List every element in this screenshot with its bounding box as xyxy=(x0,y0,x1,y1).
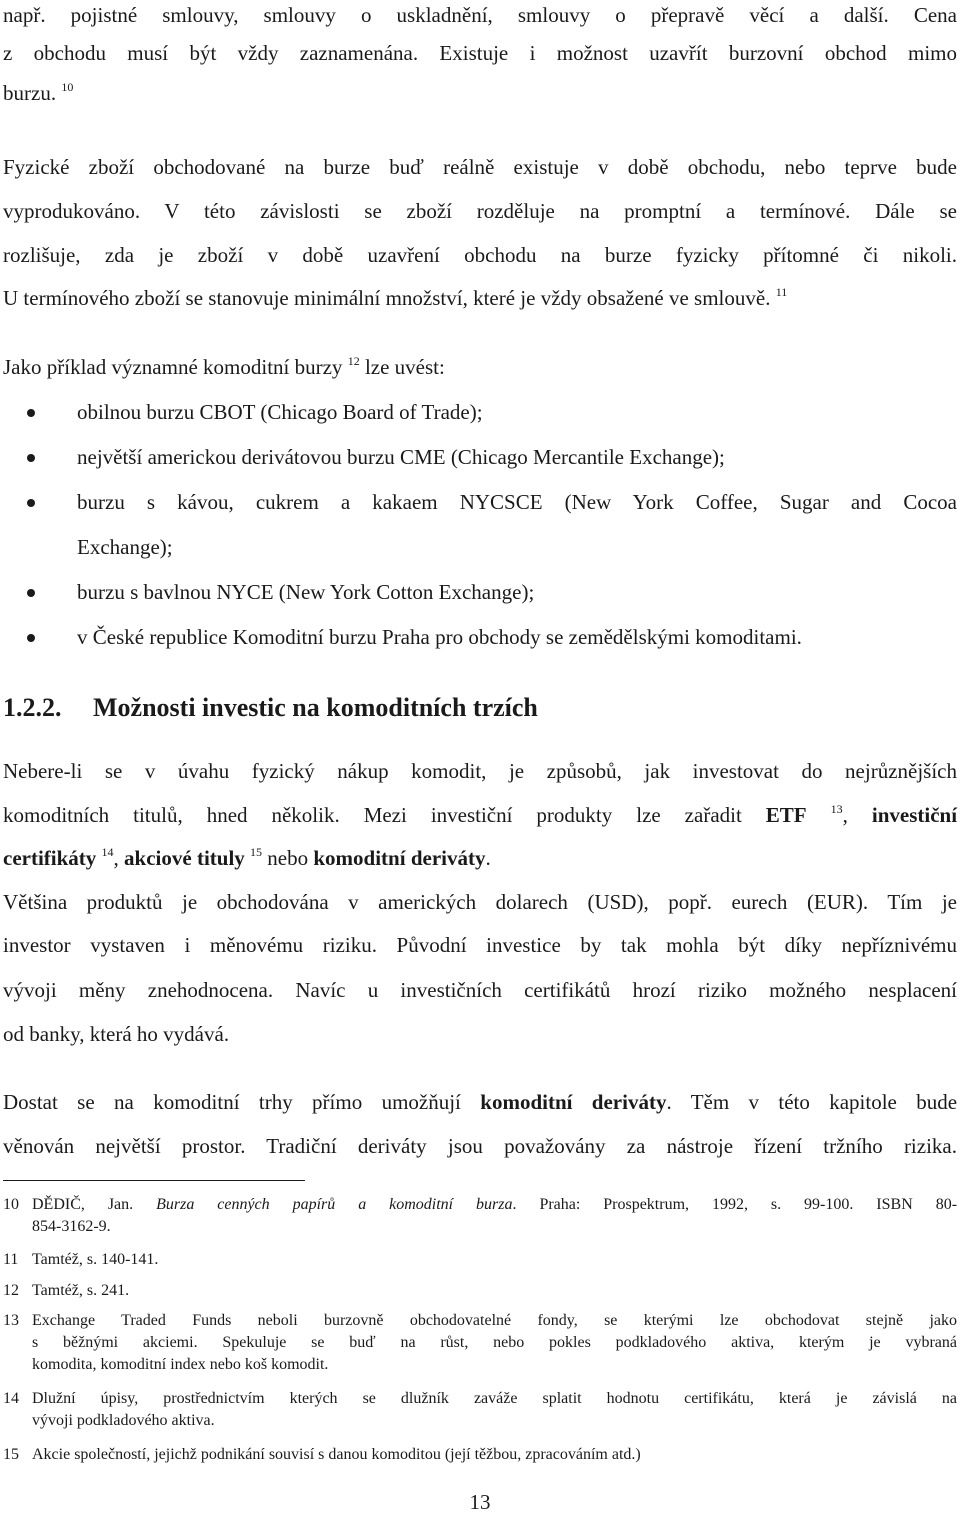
p5-line-1: Většina produktů je obchodována v amerických dolarech (USD), popř. eurech (EUR). Tím je xyxy=(3,890,957,914)
p2-line-3: rozlišuje, zda je zboží v době uzavření obchodu na burze fyzicky přítomné či nikoli. xyxy=(3,243,957,267)
section-number: 1.2.2. xyxy=(3,693,62,722)
footnote-11: 11 Tamtéž, s. 140-141. xyxy=(3,1251,159,1268)
p2-line-2: vyprodukováno. V této závislosti se zboží rozděluje na promptní a termínové. Dále se xyxy=(3,199,957,223)
p6-line-2: věnován největší prostor. Tradiční deriváty jsou považovány za nástroje řízení tržního rizika. xyxy=(3,1134,957,1158)
footnote-14: 14 Dlužní úpisy, prostřednictvím kterých se dlužník zaváže splatit hodnotu certifikátu, která je závislá na vývoji podkladového aktiva. xyxy=(3,1390,957,1429)
p1-line-1: např. pojistné smlouvy, smlouvy o uskladnění, smlouvy o přepravě věcí a další. Cena xyxy=(3,3,957,27)
bullet-dot xyxy=(27,409,35,417)
p4-line-1: Nebere-li se v úvahu fyzický nákup komodit, je způsobů, jak investovat do nejrůznějších xyxy=(3,759,957,783)
bullet-dot xyxy=(27,634,35,642)
section-title: Možnosti investic na komoditních trzích xyxy=(93,693,538,722)
footnote-13: 13 Exchange Traded Funds neboli burzovně obchodovatelné fondy, se kterými lze obchodovat stejně jako s běžnými akciemi. Spekuluje se buď na růst, nebo pokles podkladového aktiva, kterým je vybraná komodita, komoditní index nebo koš komodit. xyxy=(3,1312,957,1373)
bullet-dot xyxy=(27,589,35,597)
list-item-nyce: burzu s bavlnou NYCE (New York Cotton Exchange); xyxy=(77,580,535,604)
footnote-ref: 12 xyxy=(347,354,360,368)
p1-line-3: burzu. $^{10}$ xyxy=(3,80,74,105)
footnote-10: 10 DĚDIČ, Jan. Burza cenných papírů a komoditní burza. Praha: Prospektrum, 1992, s. 99-100. ISBN 80- 854-3162-9. xyxy=(3,1196,958,1235)
footnote-ref: 11 xyxy=(775,285,788,299)
section-heading xyxy=(3,693,538,723)
footnote-ref: 10 xyxy=(61,80,74,94)
list-item-nycsce-cont: Exchange); xyxy=(77,535,173,559)
p3-line: Jako příklad významné komoditní burzy $^{12}$ lze uvést: xyxy=(3,354,445,379)
p4-line-3: certifikáty $^{14}$, akciové tituly $^{15}$ nebo komoditní deriváty. xyxy=(3,845,491,870)
list-item-nycsce: burzu s kávou, cukrem a kakaem NYCSCE (New York Coffee, Sugar and Cocoa xyxy=(77,490,957,514)
p6-line-1: Dostat se na komoditní trhy přímo umožňují komoditní deriváty. Těm v této kapitole bude xyxy=(3,1090,958,1114)
p2-line-4: U termínového zboží se stanovuje minimální množství, které je vždy obsažené ve smlouvě. $^{11}$ xyxy=(3,285,788,310)
page-number: 13 xyxy=(469,1490,491,1514)
list-item-cme: největší americkou derivátovou burzu CME (Chicago Mercantile Exchange); xyxy=(77,445,725,469)
bullet-dot xyxy=(27,454,35,462)
p5-line-2: investor vystaven i měnovému riziku. Původní investice by tak mohla být díky nepříznivému xyxy=(3,933,957,957)
p2-line-1: Fyzické zboží obchodované na burze buď reálně existuje v době obchodu, nebo teprve bude xyxy=(3,155,957,179)
p4-line-2: komoditních titulů, hned několik. Mezi investiční produkty lze zařadit ETF $^{13}$, investiční xyxy=(3,802,958,827)
bullet-dot xyxy=(27,499,35,507)
footnote-15: 15 Akcie společností, jejichž podnikání souvisí s danou komoditou (její těžbou, zpracováním atd.) xyxy=(3,1446,641,1463)
p1-line-2: z obchodu musí být vždy zaznamenána. Existuje i možnost uzavřít burzovní obchod mimo xyxy=(3,41,957,65)
footnote-separator xyxy=(3,1180,305,1181)
list-item-praha: v České republice Komoditní burzu Praha pro obchody se zemědělskými komoditami. xyxy=(77,625,802,649)
p5-line-3: vývoji měny znehodnocena. Navíc u investičních certifikátů hrozí riziko možného nesplacení xyxy=(3,978,957,1002)
list-item-cbot: obilnou burzu CBOT (Chicago Board of Trade); xyxy=(77,400,483,424)
footnote-12: 12 Tamtéž, s. 241. xyxy=(3,1282,130,1299)
p5-line-4: od banky, která ho vydává. xyxy=(3,1022,230,1046)
